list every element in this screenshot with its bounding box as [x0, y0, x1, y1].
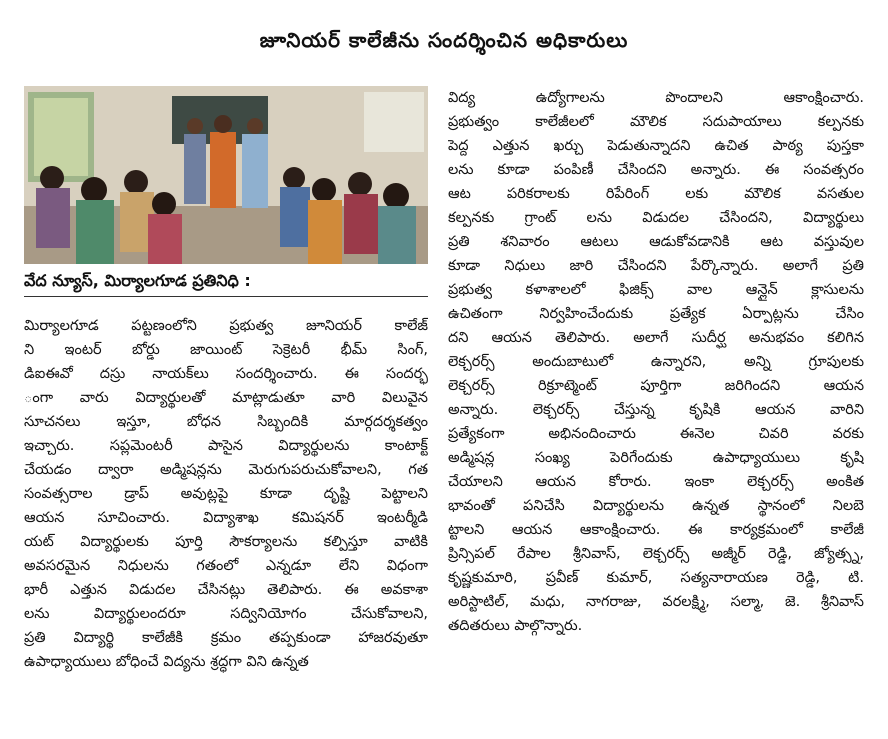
byline: వేద న్యూస్, మిర్యాలగూడ ప్రతినిధి :	[24, 268, 428, 297]
article-text-line: మిర్యాలగూడ పట్టణంలోని ప్రభుత్వ జూనియర్ కాలేజ్	[24, 318, 428, 334]
event-photo	[24, 86, 428, 264]
article-text-line: ఉపాధ్యాయులు బోధించే విద్యను శ్రద్ధగా విని ఉన్నత	[24, 654, 309, 670]
headline: జూనియర్ కాలేజీను సందర్శించిన అధికారులు	[259, 28, 629, 52]
article-text-line: ప్రభుత్వం కాలేజీలలో మౌలిక సదుపాయాలు కల్పనకు	[448, 114, 864, 130]
article-text-line: ప్రతి శనివారం ఆటలు ఆడుకోవడానికి ఆట వస్తువుల	[448, 234, 864, 250]
article-text-line: సూచనలు ఇస్తూ, బోధన సిబ్బందికి మార్గదర్శకత్వం	[24, 414, 428, 430]
article-text-line: తదితరులు పాల్గొన్నారు.	[448, 618, 583, 634]
article-text-line: డిఐఈవో దస్రు నాయక్‌లు సందర్శించారు. ఈ సందర్భ	[24, 366, 428, 382]
article-text-line: ప్రభుత్వ కళాశాలలో ఫిజిక్స్ వాల ఆన్లైన్ క్లాసులను	[448, 282, 864, 298]
article-text-line: ంగా వారు విద్యార్థులతో మాట్లాడుతూ వారి విలువైన	[24, 390, 428, 406]
article-text-line: భారీ ఎత్తున విడుదల చేసినట్లు తెలిపారు. ఈ అవకాశా	[24, 582, 428, 598]
article-text-line: ని ఇంటర్ బోర్డు జాయింట్ సెక్రెటరీ భీమ్ సింగ్,	[24, 342, 428, 358]
article-text-line: లెక్చరర్స్ అందుబాటులో ఉన్నారని, అన్ని గ్రూపులకు	[448, 354, 864, 370]
article-text-line: పెద్ద ఎత్తున ఖర్చు పెడుతున్నాదని ఉచిత పాఠ్య పుస్తకా	[448, 138, 864, 154]
article-text-line: ట్టాలని ఆయన ఆకాంక్షించారు. ఈ కార్యక్రమంలో కాలేజీ	[448, 522, 864, 538]
article-left-column	[24, 314, 428, 674]
article-text-line: ఆట పరికరాలకు రిపేరింగ్ లకు మౌలిక వసతుల	[448, 186, 864, 202]
article-text-line: ఇచ్చారు. సప్లమెంటరీ పాసైన విద్యార్థులను కాంటాక్ట్	[24, 438, 428, 454]
article-text-line: చేయడం ద్వారా అడ్మిషన్లను మెరుగుపరుచుకోవాలని, గత	[24, 462, 428, 478]
article-text-line: యట్ విద్యార్థులకు పూర్తి సౌకర్యాలను కల్పిస్తూ వాటికి	[24, 534, 428, 550]
article-text-line: దని ఆయన తెలిపారు. అలాగే సుదీర్ఘ అనుభవం కలిగిన	[448, 330, 864, 346]
event-photo-illustration	[24, 86, 428, 264]
article-text-line: విద్య ఉద్యోగాలను పొందాలని ఆకాంక్షించారు.	[448, 90, 864, 106]
article-text-line: ఉచితంగా నిర్వహించేందుకు ప్రత్యేక ఏర్పాట్లను చేసిం	[448, 306, 864, 322]
article-text-line: అన్నారు. లెక్చరర్స్ చేస్తున్న కృషికి ఆయన వారిని	[448, 402, 864, 418]
article-text-line: కూడా నిధులు జారి చేసిందని పేర్కొన్నారు. అలాగే ప్రతి	[448, 258, 864, 274]
article-text-line: చేయాలని ఆయన కోరారు. ఇంకా లెక్చరర్స్ అంకిత	[448, 474, 864, 490]
article-text-line: లను విద్యార్థులందరూ సద్వినియోగం చేసుకోవాలని,	[24, 606, 428, 622]
article-text-line: లెక్చరర్స్ రిక్రూట్మెంట్ పూర్తిగా జరిగిందని ఆయన	[448, 378, 864, 394]
article-right-column	[448, 86, 864, 638]
article-text-line: అవసరమైన నిధులను గతంలో ఎన్నడూ లేని విధంగా	[24, 558, 428, 574]
article-text-line: ఆయన సూచించారు. విద్యాశాఖ కమిషనర్ ఇంటర్మీడి	[24, 510, 428, 526]
article-text-line: అడ్మిషన్ల సంఖ్య పెరిగేందుకు ఉపాధ్యాయులు కృషి	[448, 450, 864, 466]
article-text-line: లను కూడా పంపిణీ చేసిందని అన్నారు. ఈ సంవత్సరం	[448, 162, 864, 178]
article-text-line: ప్రత్యేకంగా అభినందించారు ఈనెల చివరి వరకు	[448, 426, 864, 442]
article-text-line: సంవత్సరాల డ్రాప్ అవుట్లపై కూడా దృష్టి పెట్టాలని	[24, 486, 428, 502]
article-text-line: కల్పనకు గ్రాంట్ లను విడుదల చేసిందని, విద్యార్థులు	[448, 210, 864, 226]
article-text-line: కృష్ణకుమారి, ప్రవీణ్ కుమార్, సత్యనారాయణ రెడ్డి, టి.	[448, 570, 864, 586]
article-text-line: ప్రతి విద్యార్థి కాలేజీకి క్రమం తప్పకుండా హాజరవుతూ	[24, 630, 428, 646]
article-text-line: భావంతో పనిచేసి విద్యార్థులను ఉన్నత స్థానంలో నిలబె	[448, 498, 864, 514]
article-text-line: అరిస్టాటిల్, మధు, నాగరాజు, వరలక్ష్మి, సల్మా, జె. శ్రీనివాస్	[448, 594, 864, 610]
article-text-line: ప్రిన్సిపల్ రేపాల శ్రీనివాస్, లెక్చరర్స్ అజ్మీర్ రెడ్డి, జ్యోత్స్న,	[448, 546, 864, 562]
